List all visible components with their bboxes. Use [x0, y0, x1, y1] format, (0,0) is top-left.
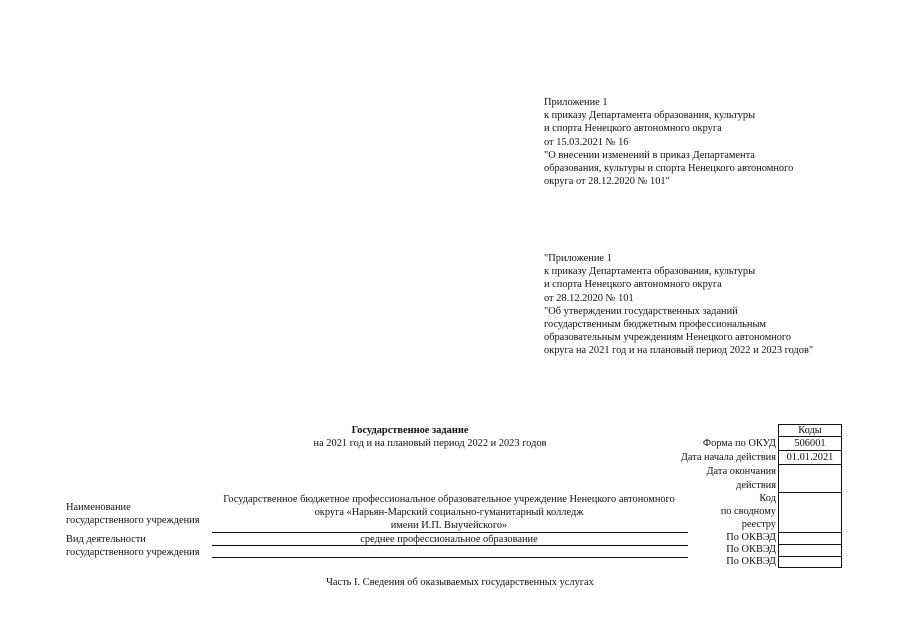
appendix-2-line: образовательным учреждениям Ненецкого автономного	[544, 332, 792, 344]
institution-label: государственного учреждения	[66, 515, 200, 526]
institution-label: Наименование	[66, 502, 131, 513]
appendix-1-line: Приложение 1	[544, 97, 608, 108]
start-date-label: Дата начала действия	[680, 452, 776, 463]
end-date-label: Дата окончания	[706, 466, 776, 477]
task-title: Государственное задание	[351, 425, 469, 436]
registry-label: Код	[759, 493, 776, 504]
okved-label: По ОКВЭД	[726, 544, 776, 555]
activity-value: среднее профессиональное образование	[360, 534, 538, 545]
part-title: Часть I. Сведения об оказываемых государственных услугах	[326, 577, 594, 588]
codes-divider	[779, 492, 841, 493]
appendix-2-line: к приказу Департамента образования, культуры	[544, 266, 756, 278]
appendix-2-line: и спорта Ненецкого автономного округа	[544, 279, 722, 291]
codes-divider	[779, 450, 841, 451]
appendix-1-line: к приказу Департамента образования, культуры	[544, 110, 756, 122]
codes-header: Коды	[778, 424, 842, 437]
appendix-2-line: "Об утверждении государственных заданий	[544, 305, 738, 317]
codes-divider	[779, 556, 841, 557]
appendix-2-line: округа на 2021 год и на плановый период 2022 и 2023 годов"	[544, 345, 814, 357]
okud-value: 506001	[794, 438, 826, 449]
institution-name: округа «Нарьян-Марский социально-гуманитарный колледж	[314, 507, 584, 518]
appendix-2-block	[544, 252, 813, 358]
activity-underline	[212, 545, 688, 546]
codes-divider	[779, 532, 841, 533]
codes-divider	[779, 464, 841, 465]
appendix-1-line: образования, культуры и спорта Ненецкого автономного	[544, 163, 794, 175]
registry-label: по сводному	[720, 506, 776, 517]
activity-label: государственного учреждения	[66, 547, 200, 558]
start-date-value: 01.01.2021	[786, 452, 834, 463]
registry-label: реестру	[741, 519, 776, 530]
okved-label: По ОКВЭД	[726, 556, 776, 567]
appendix-1-line: "О внесении изменений в приказ Департамента	[544, 149, 755, 161]
okud-label: Форма по ОКУД	[702, 438, 776, 449]
institution-name: имени И.П. Выучейского»	[390, 520, 508, 531]
task-subtitle: на 2021 год и на плановый период 2022 и 2023 годов	[313, 438, 547, 449]
activity-underline	[212, 557, 688, 558]
appendix-1-block	[544, 96, 793, 188]
codes-divider	[779, 544, 841, 545]
institution-name: Государственное бюджетное профессиональное образовательное учреждение Ненецкого автономного	[223, 494, 675, 505]
activity-label: Вид деятельности	[66, 534, 146, 545]
appendix-2-line: "Приложение 1	[544, 253, 612, 264]
end-date-label: действия	[736, 480, 776, 491]
codes-table	[778, 436, 842, 568]
appendix-1-line: округа от 28.12.2020 № 101"	[544, 176, 670, 188]
appendix-2-line: государственным бюджетным профессиональным	[544, 319, 767, 331]
appendix-1-line: и спорта Ненецкого автономного округа	[544, 123, 722, 135]
appendix-1-line: от 15.03.2021 № 16	[544, 136, 629, 148]
appendix-2-line: от 28.12.2020 № 101	[544, 292, 634, 304]
okved-label: По ОКВЭД	[726, 532, 776, 543]
